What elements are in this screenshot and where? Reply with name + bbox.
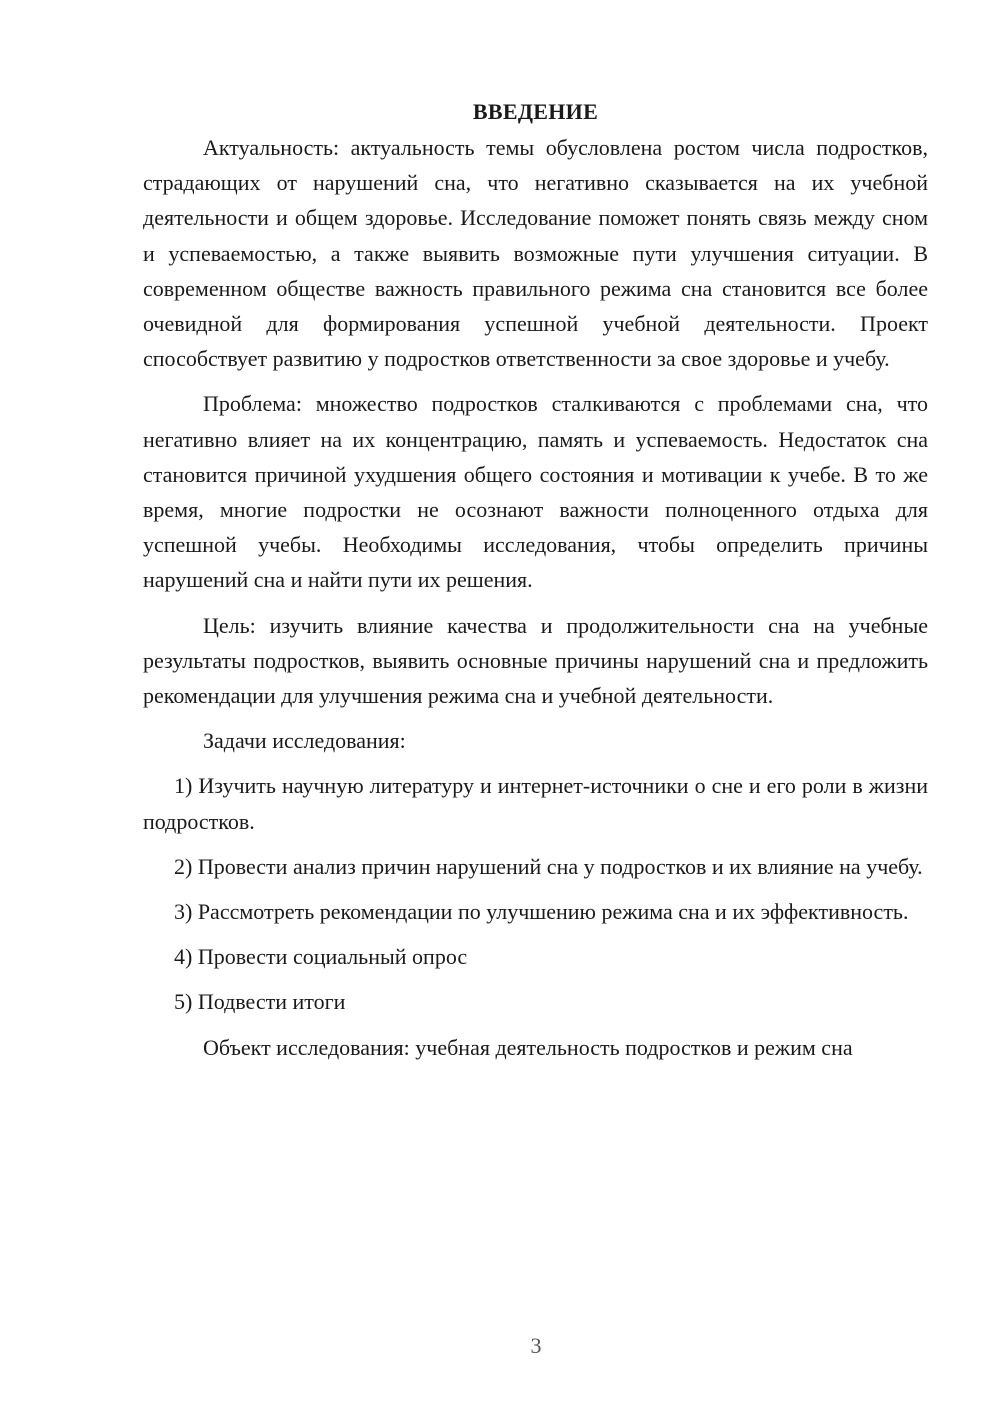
paragraph-relevance: Актуальность: актуальность темы обусловлена ростом числа подростков, страдающих от нарушений сна, что негативно сказывается на их учебной деятельности и общем здоровье. Исследование поможет понять связь между сном и успеваемостью, а также выявить возможные пути улучшения ситуации. В современном обществе важность правильного режима сна становится все более очевидной для формирования успешной учебной деятельности. Проект способствует развитию у подростков ответственности за свое здоровье и учебу.: [143, 135, 928, 372]
task-item-5: 5) Подвести итоги: [174, 989, 346, 1015]
task-item-4: 4) Провести социальный опрос: [174, 944, 468, 970]
paragraph-goal: Цель: изучить влияние качества и продолжительности сна на учебные результаты подростков, выявить основные причины нарушений сна и предложить рекомендации для улучшения режима сна и учебной деятельности.: [143, 612, 928, 709]
page-content: [143, 94, 928, 1075]
page-title: ВВЕДЕНИЕ: [472, 99, 599, 124]
page-number: 3: [530, 1333, 542, 1358]
paragraph-problem: Проблема: множество подростков сталкиваются с проблемами сна, что негативно влияет на их концентрацию, память и успеваемость. Недостаток сна становится причиной ухудшения общего состояния и мотивации к учебе. В то же время, многие подростки не осознают важности полноценного отдыха для успешной учебы. Необходимы исследования, чтобы определить причины нарушений сна и найти пути их решения.: [143, 391, 928, 593]
paragraph-object: Объект исследования: учебная деятельность подростков и режим сна: [203, 1034, 853, 1060]
task-item-1: 1) Изучить научную литературу и интернет-источники о сне и его роли в жизни подростков.: [143, 773, 928, 834]
paragraph-tasks-heading: Задачи исследования:: [203, 728, 406, 754]
task-item-3: 3) Рассмотреть рекомендации по улучшению режима сна и их эффективность.: [174, 899, 909, 925]
task-item-2: 2) Провести анализ причин нарушений сна у подростков и их влияние на учебу.: [174, 853, 923, 879]
